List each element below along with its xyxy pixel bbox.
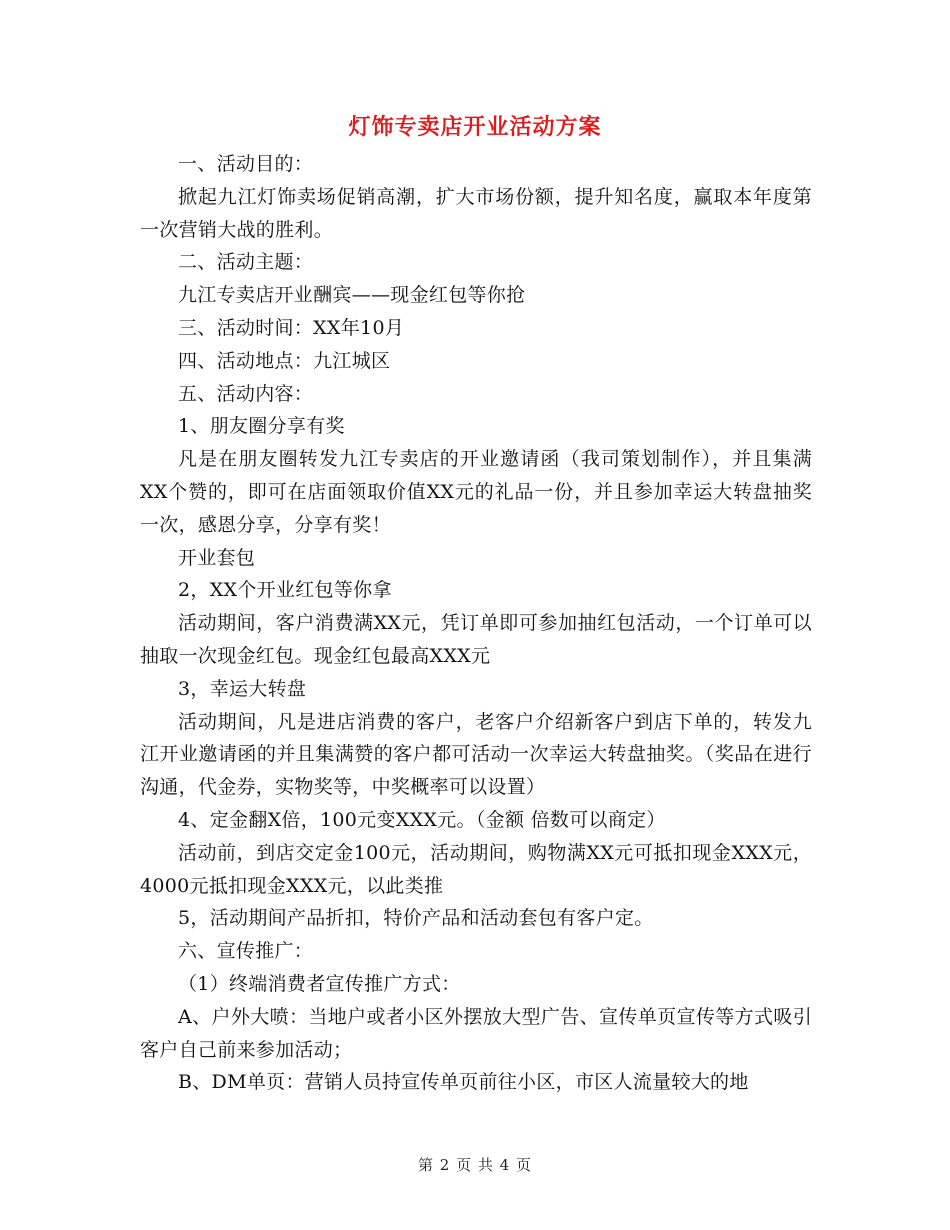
item-heading-lucky-wheel: 3，幸运大转盘 [178,677,307,700]
paragraph-deposit: 活动前，到店交定金100元，活动期间，购物满XX元可抵扣现金XXX元，4000元抵扣现金XXX元，以此类推 [140,841,812,897]
section-heading-time: 三、活动时间：XX年10月 [178,316,405,339]
section-heading-content: 五、活动内容： [178,382,314,405]
item-heading-red-packet: 2，XX个开业红包等你拿 [178,579,392,602]
document-title: 灯饰专卖店开业活动方案 [348,114,602,140]
page-number-label: 第 2 页 共 4 页 [418,1156,532,1174]
document-body [140,148,812,1099]
paragraph-outdoor: A、户外大喷：当地户或者小区外摆放大型广告、宣传单页宣传等方式吸引客户自己前来参加活动； [140,1005,812,1061]
section-heading-promotion: 六、宣传推广： [178,940,314,963]
paragraph-lucky-wheel: 活动期间，凡是进店消费的客户，老客户介绍新客户到店下单的，转发九江开业邀请函的并且集满赞的客户都可活动一次幸运大转盘抽奖。（奖品在进行沟通，代金券，实物奖等，中奖概率可以设置） [140,710,812,799]
paragraph-purpose: 掀起九江灯饰卖场促销高潮，扩大市场份额，提升知名度，赢取本年度第一次营销大战的胜利。 [140,185,812,241]
paragraph-share: 凡是在朋友圈转发九江专卖店的开业邀请函（我司策划制作），并且集满XX个赞的，即可在店面领取价值XX元的礼品一份，并且参加幸运大转盘抽奖一次，感恩分享，分享有奖！ [140,448,812,536]
item-heading-share: 1、朋友圈分享有奖 [178,415,345,438]
paragraph-red-packet: 活动期间，客户消费满XX元，凭订单即可参加抽红包活动，一个订单可以抽取一次现金红包。现金红包最高XXX元 [140,612,812,667]
item-heading-deposit: 4、定金翻X倍，100元变XXX元。（金额 倍数可以商定） [178,808,666,831]
paragraph-theme: 九江专卖店开业酬宾——现金红包等你抢 [178,284,526,307]
paragraph-dm-flyer: B、DM单页：营销人员持宣传单页前往小区，市区人流量较大的地 [178,1071,749,1094]
section-heading-location: 四、活动地点：九江城区 [178,349,391,372]
item-heading-package: 开业套包 [178,546,256,569]
item-heading-discount: 5，活动期间产品折扣，特价产品和活动套包有客户定。 [178,907,654,930]
section-heading-purpose: 一、活动目的： [178,153,314,175]
section-heading-theme: 二、活动主题： [178,251,314,274]
subheading-consumer-promotion: （1）终端消费者宣传推广方式： [178,972,461,995]
page-footer [0,1154,950,1175]
